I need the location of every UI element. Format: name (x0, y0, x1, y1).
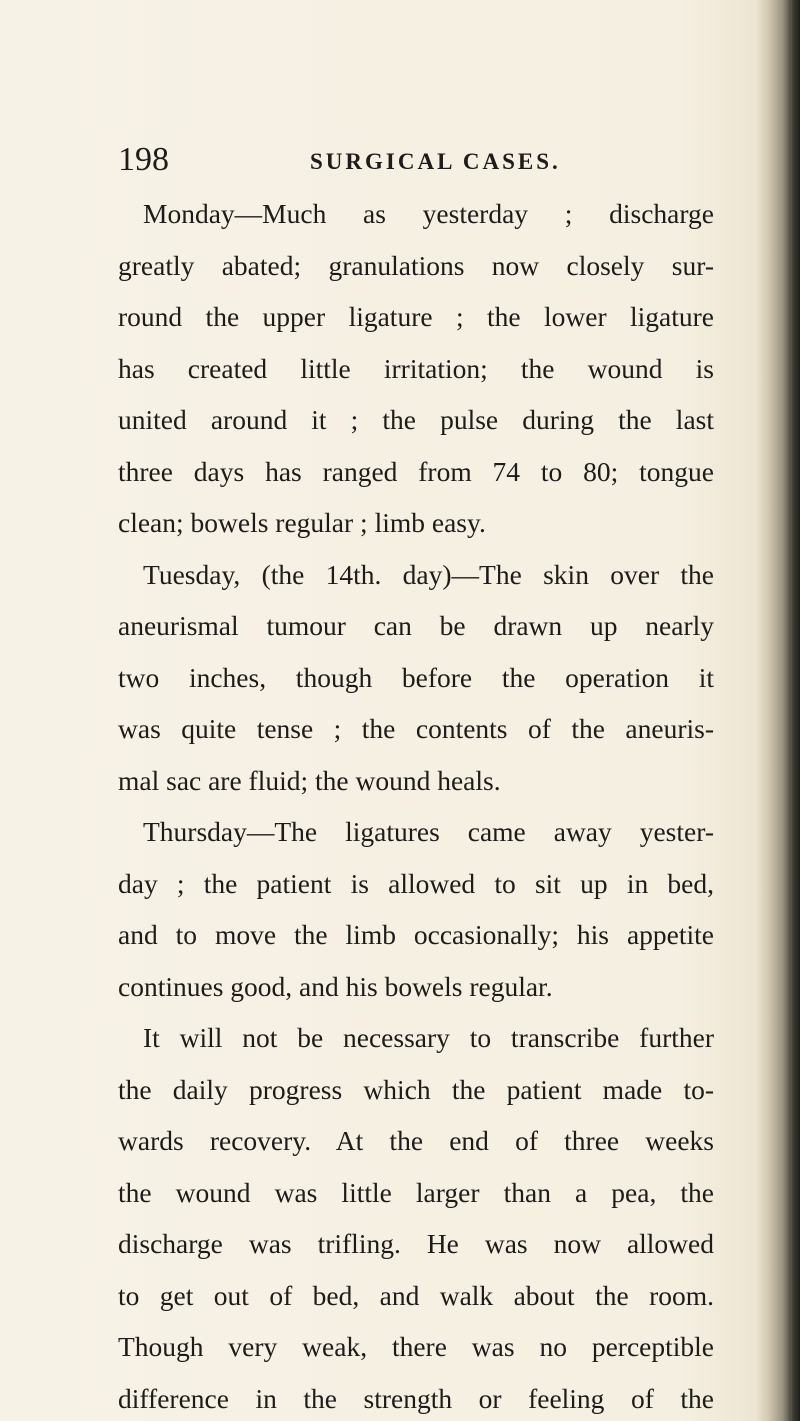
text-line: Though very weak, there was no perceptible (118, 1331, 714, 1362)
running-head: SURGICAL CASES. (310, 149, 561, 174)
text-line: to get out of bed, and walk about the room. (118, 1279, 714, 1311)
text-line: mal sac are fluid; the wound heals. (118, 764, 501, 796)
text-line: day ; the patient is allowed to sit up in bed, (118, 867, 714, 899)
text-line: two inches, though before the operation it (118, 661, 714, 693)
text-line: round the upper ligature ; the lower ligature (118, 301, 714, 332)
text-line: was quite tense ; the contents of the aneuris- (118, 713, 714, 744)
page-binding-edge (789, 0, 792, 1421)
text-line: the daily progress which the patient made to- (118, 1073, 714, 1105)
text-line: Monday—Much as yesterday ; discharge (143, 198, 714, 229)
text-line: discharge was trifling. He was now allowed (118, 1228, 714, 1259)
text-line: wards recovery. At the end of three weeks (118, 1125, 714, 1156)
text-line: continues good, and his bowels regular. (118, 970, 553, 1002)
text-line: and to move the limb occasionally; his appetite (118, 919, 714, 950)
text-line: Thursday—The ligatures came away yester- (143, 816, 714, 847)
text-line: has created little irritation; the wound is (118, 352, 714, 384)
text-line: difference in the strength or feeling of the (118, 1382, 714, 1414)
body-text (118, 188, 714, 1421)
text-line: united around it ; the pulse during the last (118, 404, 714, 435)
text-line: clean; bowels regular ; limb easy. (118, 507, 486, 538)
page-number: 198 (118, 141, 169, 178)
page-edge-shadow (756, 0, 800, 1421)
text-line: Tuesday, (the 14th. day)—The skin over the (143, 558, 714, 590)
text-line: It will not be necessary to transcribe further (143, 1022, 714, 1053)
text-line: aneurismal tumour can be drawn up nearly (118, 610, 714, 641)
text-line: greatly abated; granulations now closely sur- (118, 249, 714, 281)
text-line: three days has ranged from 74 to 80; tongue (118, 455, 714, 487)
text-line: the wound was little larger than a pea, the (118, 1176, 714, 1208)
